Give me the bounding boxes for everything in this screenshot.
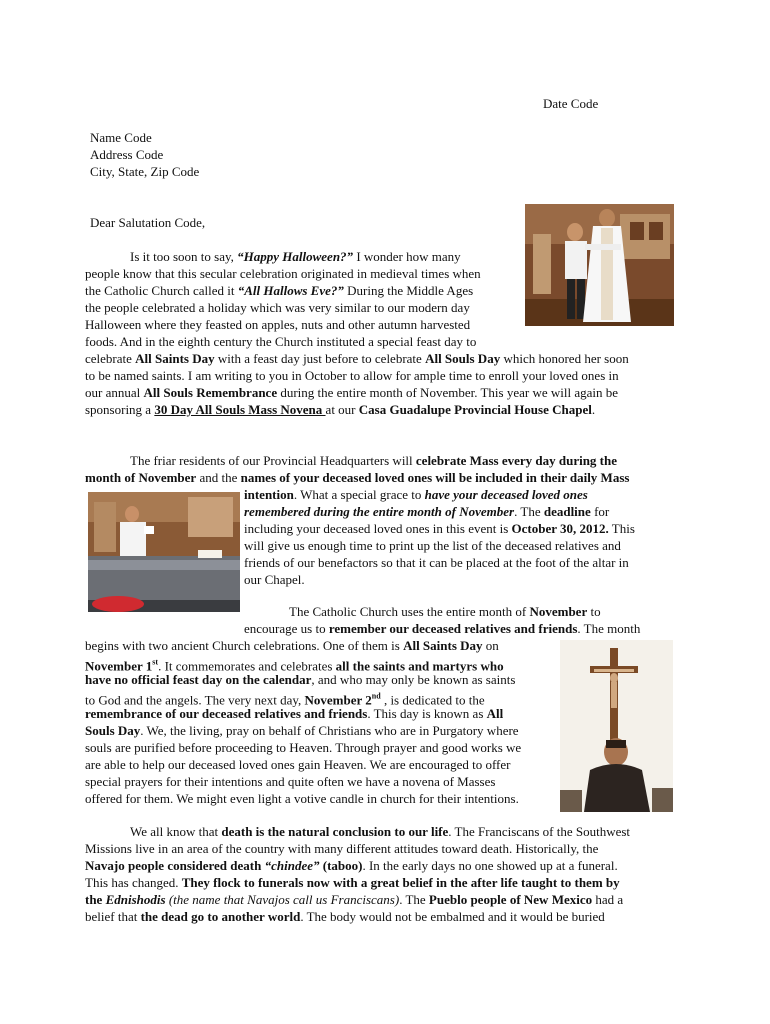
p2-line: The friar residents of our Provincial Headquarters will celebrate Mass every day during the xyxy=(130,453,618,468)
p4-line: This has changed. They flock to funerals now with a great belief in the after life taught to them by xyxy=(85,875,620,890)
p3-line: November 1st. It commemorates and celebrates all the saints and martyrs who xyxy=(85,658,504,674)
p1-line: the people celebrated a holiday which was very similar to our modern day xyxy=(85,300,470,315)
photo-friar-casket xyxy=(88,492,240,612)
p4-line: the Ednishodis (the name that Navajos call us Franciscans). The Pueblo people of New Mexico had a xyxy=(85,892,624,907)
p1-line: foods. And in the eighth century the Church instituted a special feast day to xyxy=(85,334,477,349)
p3-line: are able to help our deceased loved ones gain Heaven. We are encouraged to offer xyxy=(85,757,511,772)
p1-line: celebrate All Saints Day with a feast day just before to celebrate All Souls Day which honored her soon xyxy=(85,351,629,366)
recipient-name: Name Code xyxy=(90,130,152,145)
p4-line: Missions live in an area of the country with many different attitudes toward death. Historically, the xyxy=(85,841,599,856)
p3-line: have no official feast day on the calendar, and who may only be known as saints xyxy=(85,672,516,687)
p1-line: Halloween where they feasted on apples, nuts and other autumn harvested xyxy=(85,317,471,332)
p4-line: belief that the dead go to another world. The body would not be embalmed and it would be buried xyxy=(85,909,605,924)
p1-line: our annual All Souls Remembrance during the entire month of November. This year we will again be xyxy=(85,385,619,400)
salutation: Dear Salutation Code, xyxy=(90,215,206,230)
p3-line: Souls Day. We, the living, pray on behalf of Christians who are in Purgatory where xyxy=(85,723,519,738)
p1-line: the Catholic Church called it “All Hallows Eve?” During the Middle Ages xyxy=(85,283,474,298)
recipient-address: Address Code xyxy=(90,147,164,162)
p2-line: month of November and the names of your deceased loved ones will be included in their daily Mass xyxy=(85,470,630,485)
p3-line: begins with two ancient Church celebrations. One of them is All Saints Day on xyxy=(85,638,499,653)
p3-line: remembrance of our deceased relatives and friends. This day is known as All xyxy=(85,706,504,721)
photo-friar-crucifix xyxy=(560,640,673,812)
p4-line: We all know that death is the natural conclusion to our life. The Franciscans of the Southwest xyxy=(130,824,631,839)
p1-line: to be named saints. I am writing to you in October to allow for ample time to enroll your loved ones in xyxy=(85,368,619,383)
p2-line: including your deceased loved ones in this event is October 30, 2012. This xyxy=(244,521,635,536)
p3-line: souls are purified before proceeding to Heaven. Through prayer and good works we xyxy=(85,740,522,755)
p2-line: intention. What a special grace to have your deceased loved ones xyxy=(244,487,588,502)
p3-line: offered for them. We might even light a votive candle in church for their intentions. xyxy=(85,791,519,806)
p1-line: sponsoring a 30 Day All Souls Mass Novena at our Casa Guadalupe Provincial House Chapel. xyxy=(85,402,596,417)
p2-line: friends of our benefactors so that it can be placed at the foot of the altar in xyxy=(244,555,629,570)
photo-friars-ceremony xyxy=(525,204,674,326)
p3-line: to God and the angels. The very next day, November 2nd , is dedicated to the xyxy=(85,692,485,708)
p3-line: encourage us to remember our deceased relatives and friends. The month xyxy=(244,621,641,636)
p2-line: our Chapel. xyxy=(244,572,305,587)
p3-line: special prayers for their intentions and quite often we have a novena of Masses xyxy=(85,774,496,789)
p1-line: people know that this secular celebration originated in medieval times when xyxy=(85,266,481,281)
p3-line: The Catholic Church uses the entire month of November to xyxy=(289,604,601,619)
date-field: Date Code xyxy=(543,96,599,111)
recipient-city: City, State, Zip Code xyxy=(90,164,200,179)
p1-line: Is it too soon to say, “Happy Halloween?” I wonder how many xyxy=(130,249,461,264)
p2-line: will give us enough time to print up the list of the deceased relatives and xyxy=(244,538,621,553)
p4-line: Navajo people considered death “chindee” (taboo). In the early days no one showed up at a funeral. xyxy=(85,858,618,873)
p2-line: remembered during the entire month of November. The deadline for xyxy=(244,504,610,519)
